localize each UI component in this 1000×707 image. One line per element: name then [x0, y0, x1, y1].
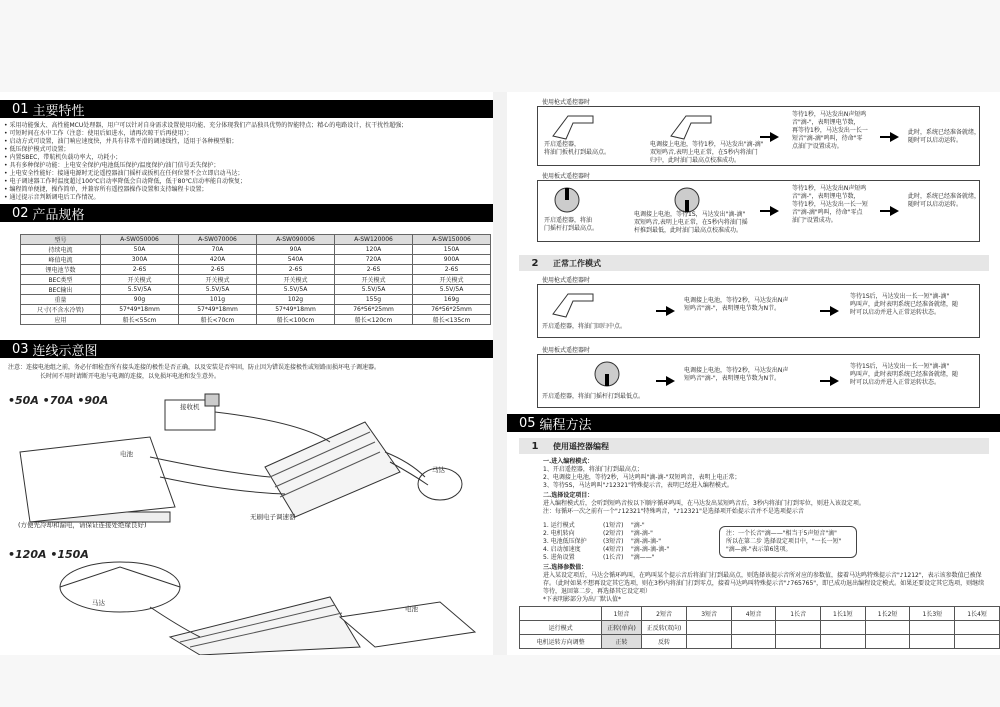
column-header: 1长3短 [910, 607, 955, 621]
flow-step: 等待1秒，马达发出N声短鸣 音"滴-"，表明锂电节数， 等待1秒，马达发出一长一短 音"滴-滴"鸣叫，待命"零点 油门"设置成功。 [792, 185, 868, 224]
section-header-wiring [0, 340, 493, 358]
table-cell: 57*49*18mm [101, 305, 179, 315]
list-item: • 低压保护模式可设置； [4, 146, 70, 153]
table-cell: 开关模式 [257, 275, 335, 285]
table-cell: 5.5V/5A [335, 285, 413, 295]
flow-title: 使用枪式遥控器时 [542, 99, 591, 106]
table-cell [776, 635, 821, 649]
subsection-number: 2 [531, 257, 539, 269]
table-row [21, 275, 491, 285]
table-cell: 76*56*25mm [413, 305, 491, 315]
section-title: 编程方法 [539, 417, 592, 433]
power-wire [160, 477, 285, 494]
step-title: 三.选择参数值： [543, 564, 588, 571]
arrow-right-icon [666, 376, 675, 386]
item-sound: "滴-滴-" [631, 530, 653, 537]
flow-step: 开启遥控器，将油 门摇杆打到最高点。 [544, 217, 599, 232]
signal-wire [215, 412, 330, 442]
table-cell: BEC输出 [21, 285, 101, 295]
flow-step: 电调接上电池，等待1S，马达发出"滴-滴" 双短鸣音,表明上电正常，在5秒内将油门摇 杆推到最低，此时油门最高点校准成功。 [634, 211, 748, 234]
section-header-programming [507, 414, 1000, 432]
receiver-connector [205, 394, 219, 406]
item-beep: (1长音) [603, 554, 624, 561]
bottom-margin [0, 655, 1000, 707]
model-list-a: •50A •70A •90A [8, 394, 109, 407]
item-sound: "滴-滴-滴-滴-" [631, 546, 670, 553]
table-cell [687, 635, 732, 649]
column-header: 4短音 [731, 607, 776, 621]
table-cell: 重量 [21, 295, 101, 305]
table-cell: 70A [179, 245, 257, 255]
flow-step: 电调接上电池，等待2秒，马达发出N声 短鸣音"滴-"，表明锂电节数为N节。 [684, 367, 789, 382]
table-cell: 船长<135cm [413, 315, 491, 325]
table-cell [687, 621, 732, 635]
section-header-features [0, 100, 493, 118]
step-text: 注：每循环一次之前有一个"♪12321"特殊鸣音，"♪12321"是选择项开始提示音并不是选项提示音 [543, 508, 804, 515]
column-header: A-SW150006 [413, 235, 491, 245]
list-item: • 通过提示音判断调电后工作情况。 [4, 194, 100, 201]
flow-step: 此时，系统已经准备就绪， 随时可以启动运转。 [908, 129, 981, 144]
column-header: 3短音 [687, 607, 732, 621]
table-cell [731, 635, 776, 649]
subsection-header-normal-mode [519, 255, 989, 271]
table-cell: 300A [101, 255, 179, 265]
table-cell: 150A [413, 245, 491, 255]
list-item: 3、等待5S，马达鸣叫"♪12321"特殊提示音，表明已经进入编程模式。 [543, 482, 733, 489]
step-title: 二.选择设定项目： [543, 492, 594, 499]
table-cell: 开关模式 [179, 275, 257, 285]
receiver-label: 接收机 [180, 403, 200, 411]
table-cell [820, 635, 865, 649]
table-cell: 开关模式 [413, 275, 491, 285]
table-row [21, 255, 491, 265]
arrow-right-icon [770, 206, 779, 216]
list-item: • 电子调速器工作时温度超过100℃启动率降低会自动降低，低于80℃启动率能自动恢复； [4, 178, 247, 185]
list-item [543, 530, 669, 538]
table-cell: 反转 [641, 635, 687, 649]
table-cell: 50A [101, 245, 179, 255]
table-cell: 101g [179, 295, 257, 305]
motor-label: 马达 [92, 599, 105, 607]
table-row [21, 305, 491, 315]
battery-label: 电池 [405, 605, 418, 613]
column-header [520, 607, 602, 621]
table-cell [731, 621, 776, 635]
gun-remote-icon [666, 111, 716, 141]
column-header: 1长音 [776, 607, 821, 621]
motor-label: 马达 [432, 466, 445, 474]
model-list-b: •120A •150A [8, 548, 89, 561]
item-name: 4. 启动加速度 [543, 546, 581, 553]
column-header: 1长2短 [865, 607, 910, 621]
step-title: 一.进入编程模式： [543, 458, 594, 465]
list-item: • 上电安全性能好：接通电源时无论遥控器油门摇杆或扳机在任何位置不会立即启动马达； [4, 170, 244, 177]
item-sound: "滴——" [631, 554, 655, 561]
table-cell: 5.5V/5A [101, 285, 179, 295]
column-header: 2短音 [641, 607, 687, 621]
table-cell: 540A [257, 255, 335, 265]
column-header: 型号 [21, 235, 101, 245]
list-item: 2、电调接上电池，等待2秒，马达鸣叫"滴-滴-"双短鸣音，表明上电正常； [543, 474, 741, 481]
table-cell: 应用 [21, 315, 101, 325]
wiring-diagram-b [0, 547, 493, 655]
table-cell: 169g [413, 295, 491, 305]
stick-remote-icon [552, 185, 582, 215]
section-number: 01 [12, 101, 29, 117]
section-number: 02 [12, 205, 29, 221]
table-cell: 正转(单向) [602, 621, 642, 635]
top-margin [0, 0, 1000, 92]
item-beep: (4短音) [603, 546, 624, 553]
table-cell: 开关模式 [101, 275, 179, 285]
list-item: • 内置SBEC，带航机负载功率大，功耗小； [4, 154, 122, 161]
table-cell: 2-6S [413, 265, 491, 275]
item-beep: (3短音) [603, 538, 624, 545]
list-item [543, 538, 669, 546]
esc-label: 无刷电子调速器 [250, 513, 296, 521]
table-cell: 5.5V/5A [413, 285, 491, 295]
flow-gun-calibration [537, 99, 981, 166]
table-cell: 运行模式 [520, 621, 602, 635]
arrow-right-icon [890, 132, 899, 142]
section-number: 03 [12, 341, 29, 357]
item-sound: "滴-" [631, 522, 645, 529]
table-cell: 船长<70cm [179, 315, 257, 325]
section-header-specs [0, 204, 493, 222]
step-text: 进入编程模式后，会听到短鸣音按以下顺序循环鸣叫，在马达发出某短鸣音后，3秒内将油门打到零位，则进入该设定项。 [543, 500, 865, 507]
step-text: *下表明影部分为出厂默认值* [543, 596, 622, 603]
table-cell: 76*56*25mm [335, 305, 413, 315]
table-row [21, 245, 491, 255]
list-item: • 采用功能强大、高性能MCU处理器，用户可以针对自身需求设置使用功能、充分体现我们产品独具优势的智能特点；精心的电路设计，抗干扰性超强； [4, 122, 408, 129]
table-cell: 正反转(双向) [641, 621, 687, 635]
subsection-title: 正常工作模式 [553, 258, 601, 268]
list-item [543, 554, 669, 562]
table-cell: 90A [257, 245, 335, 255]
table-cell: 2-6S [257, 265, 335, 275]
table-cell [955, 635, 1000, 649]
esc-shape [265, 422, 400, 517]
table-cell: 57*49*18mm [257, 305, 335, 315]
spec-table-body [21, 245, 491, 325]
wiring-note: 注意：连接电池组之前，务必仔细检查所有接头连接的极性是否正确，以及安装是否牢固，防止因为错误连接极性或短路而损坏电子调速器。 [8, 364, 381, 371]
motor-shape [60, 562, 180, 612]
flow-step: 此时，系统已经准备就绪， 随时可以启动运转。 [908, 193, 981, 208]
item-beep: (2短音) [603, 530, 624, 537]
programming-table-body [520, 621, 1000, 649]
table-cell: 720A [335, 255, 413, 265]
table-cell: 2-6S [179, 265, 257, 275]
flow-step: 等待1S后，马达发出一长一短"滴-滴" 鸣叫声，此时表明系统已经准备就绪，随 时可以启动并进入正常运转状态。 [850, 363, 959, 386]
item-name: 2. 电机转向 [543, 530, 575, 537]
enter-steps [543, 466, 741, 490]
column-header: 1长1短 [820, 607, 865, 621]
list-item: • 编程简单便捷，操作简单，并兼容所有遥控器操作设置和支持编程卡设置； [4, 186, 208, 193]
flow-title: 使用板式遥控器时 [542, 347, 591, 354]
arrow-right-icon [830, 376, 839, 386]
program-items [543, 522, 669, 562]
table-row [21, 315, 491, 325]
flow-step: 等待1秒，马达发出N声短鸣 音"滴-"，表明锂电节数， 再等待1秒，马达发出一长一 短音"滴-滴"鸣叫，待命"零 点油门"设置成功。 [792, 111, 868, 150]
table-cell: 船长<120cm [335, 315, 413, 325]
list-item: 1、开启遥控器，将油门打到最高点； [543, 466, 643, 473]
item-sound: "滴-滴-滴-" [631, 538, 662, 545]
battery-body [20, 437, 175, 522]
flow-step: 开启遥控器，将油门摇杆打到最低点。 [542, 393, 645, 400]
arrow-right-icon [830, 306, 839, 316]
table-cell [910, 621, 955, 635]
flow-step: 电调接上电池，等待2秒，马达发出N声 短鸣音"滴-"，表明锂电节数为N节。 [684, 297, 789, 312]
table-cell: 锂电池节数 [21, 265, 101, 275]
table-cell: 2-6S [101, 265, 179, 275]
table-row [21, 295, 491, 305]
flow-step: 开启遥控器，将油门回归中点。 [542, 323, 627, 330]
table-cell: 420A [179, 255, 257, 265]
table-row [520, 635, 1000, 649]
arrow-right-icon [890, 206, 899, 216]
table-cell: 船长<100cm [257, 315, 335, 325]
table-row [520, 621, 1000, 635]
list-item: • 启动方式可设置，油门响应速度快，并具有非常平滑的调速线性，适用于各种模型船； [4, 138, 238, 145]
note-box: 注：一个长音"滴——"相当于5声短音"滴" 所以在第二步 选择设定项目中，"一长一短" "滴—滴-"表示第6选项。 [719, 526, 857, 558]
arrow-right-icon [666, 306, 675, 316]
wiring-note: 长时间不用时请断开电池与电调的连接，以免损坏电池和发生意外。 [40, 373, 221, 380]
table-cell [820, 621, 865, 635]
right-page [507, 92, 1000, 655]
list-item: • 具有多种保护功能：上电安全保护/电池低压保护/温度保护/油门信号丢失保护； [4, 162, 220, 169]
column-header: A-SW120006 [335, 235, 413, 245]
list-item [543, 546, 669, 554]
section-title: 连线示意图 [32, 343, 98, 359]
table-cell: 120A [335, 245, 413, 255]
stick-remote-icon [592, 359, 622, 389]
item-name: 5. 进角设置 [543, 554, 575, 561]
flow-step: 开启遥控器， 将油门扳机打到最高点。 [544, 141, 611, 156]
subsection-number: 1 [531, 440, 539, 452]
left-page [0, 92, 493, 655]
column-header: A-SW050006 [101, 235, 179, 245]
list-item [543, 522, 669, 530]
table-cell: 5.5V/5A [179, 285, 257, 295]
table-cell [776, 621, 821, 635]
table-cell: 正转 [602, 635, 642, 649]
power-wire [150, 457, 270, 477]
step-text: 进入某设定项后，马达会循环鸣叫，在鸣叫某个提示音后将油门打到最高点，则选择该提示音所对应的参数值，接着马达鸣特殊提示音"♪1212"，表示该参数值已被保存。（此时如果不想再设定其它选项，则在3秒内将油门打到零点，接着马达鸣叫特殊提示音"♪765765"，即已成功退出编程设定模式。如果还要设定其它选项，则继续等待，退回第二步，再选择其它设定项） [543, 572, 985, 595]
item-beep: (1短音) [603, 522, 624, 529]
section-number: 05 [519, 415, 536, 431]
table-cell: 电机运转方向调整 [520, 635, 602, 649]
table-header-row [520, 607, 1000, 621]
flow-title: 使用板式遥控器时 [542, 173, 591, 180]
table-cell: 开关模式 [335, 275, 413, 285]
flow-step: 电调接上电池，等待1秒，马达发出"滴-滴" 双短鸣音,表明上电正常，在5秒内将油门 归中，此时油门最高点校准成功。 [650, 141, 764, 164]
table-cell: 尺寸(不含水冷管) [21, 305, 101, 315]
section-title: 产品规格 [32, 207, 85, 223]
table-row [21, 285, 491, 295]
item-name: 3. 电池低压保护 [543, 538, 587, 545]
cooling-note: (方便先冷却和漏电，请保证连接处绝缘良好) [18, 521, 147, 529]
table-cell: 峰值电流 [21, 255, 101, 265]
battery-label: 电池 [120, 450, 133, 458]
subsection-header-remote-programming [519, 438, 989, 454]
column-header: A-SW070006 [179, 235, 257, 245]
table-row [21, 265, 491, 275]
gun-remote-icon [548, 111, 598, 141]
table-cell: 5.5V/5A [257, 285, 335, 295]
wiring-diagram-a [0, 382, 493, 542]
column-header: 1短音 [602, 607, 642, 621]
table-cell: 持续电流 [21, 245, 101, 255]
table-cell: 900A [413, 255, 491, 265]
list-item: • 可短时间在水中工作（注意：使用后如进水，请再次晾干后再使用）； [4, 130, 193, 137]
flow-stick-calibration [537, 173, 981, 242]
table-cell: 57*49*18mm [179, 305, 257, 315]
flow-stick-normal [537, 347, 980, 408]
programming-table [519, 606, 1000, 649]
spec-table [20, 234, 491, 325]
gun-remote-icon [548, 289, 598, 319]
subsection-title: 使用遥控器编程 [553, 441, 609, 451]
item-name: 1. 运行模式 [543, 522, 575, 529]
feature-list [4, 122, 474, 202]
table-cell: 90g [101, 295, 179, 305]
flow-step: 等待1S后，马达发出一长一短"滴-滴" 鸣叫声，此时表明系统已经准备就绪，随 时可以启动并进入正常运转状态。 [850, 293, 959, 316]
table-cell: 102g [257, 295, 335, 305]
arrow-right-icon [770, 132, 779, 142]
flow-gun-normal [537, 277, 980, 338]
section-title: 主要特性 [32, 103, 85, 119]
table-cell: 2-6S [335, 265, 413, 275]
column-header: 1长4短 [955, 607, 1000, 621]
table-cell [955, 621, 1000, 635]
table-header-row [21, 235, 491, 245]
flow-title: 使用枪式遥控器时 [542, 277, 591, 284]
table-cell: 船长<55cm [101, 315, 179, 325]
table-cell: 155g [335, 295, 413, 305]
column-header: A-SW090006 [257, 235, 335, 245]
table-cell [865, 635, 910, 649]
table-cell [865, 621, 910, 635]
table-cell: BEC类型 [21, 275, 101, 285]
table-cell [910, 635, 955, 649]
